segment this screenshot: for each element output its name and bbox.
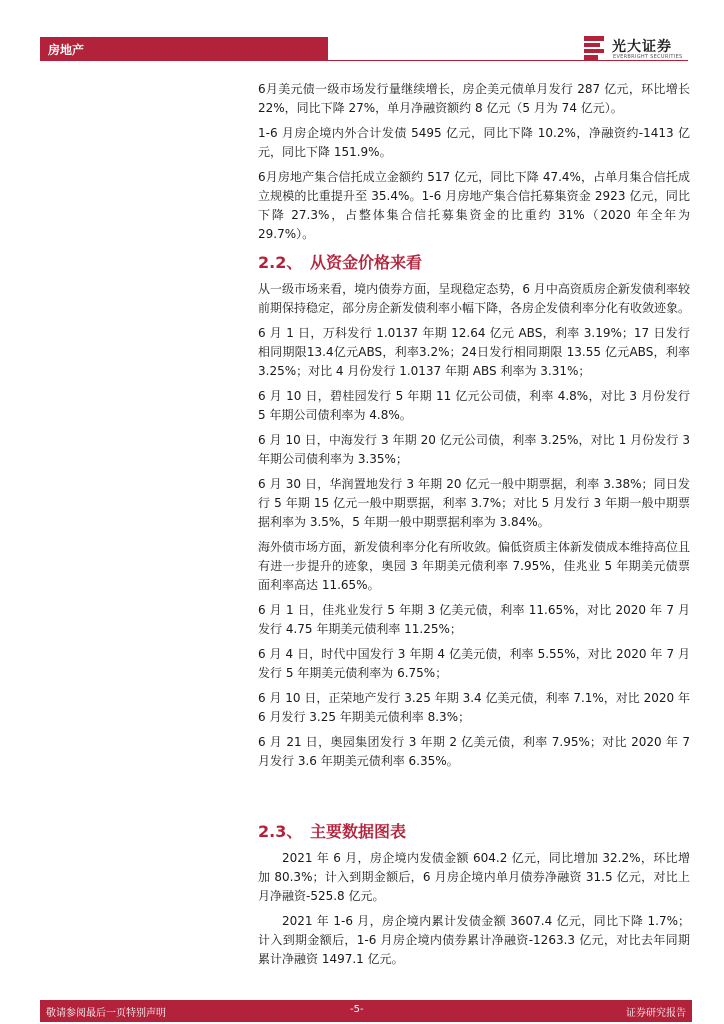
logo-text-cn: 光大证券 xyxy=(612,39,672,55)
paragraph-primary-market: 从一级市场来看，境内债券方面，呈现稳定态势，6 月中高资质房企新发债利率较前期保持稳定，部分房企新发债利率小幅下降，各房企发债利率分化有收敛迹象。 xyxy=(258,282,691,315)
section-number: 2.3、 xyxy=(258,822,303,841)
everbright-logo-icon xyxy=(582,34,608,62)
paragraph-june-data: 2021 年 6 月，房企境内发债金额 604.2 亿元，同比增加 32.2%，环比增加 80.3%；计入到期金额后，6 月房企境内单月债券净融资 31.5 亿元，对比上月净融资-525.8 亿元。 xyxy=(258,851,690,903)
section-title: 主要数据图表 xyxy=(310,822,407,841)
section-heading-2-2 xyxy=(258,250,690,272)
paragraph-vanke: 6 月 1 日，万科发行 1.0137 年期 12.64 亿元 ABS，利率 3.19%；17 日发行相同期限13.4亿元ABS，利率3.2%；24日发行相同期限 13.55 亿元ABS，利率3.25%；对比 4 月份发行 1.0137 年期 ABS 利率为 3.31%； xyxy=(258,326,690,378)
section-heading-2-3 xyxy=(258,819,690,841)
footer-bar xyxy=(40,1000,692,1022)
section-number: 2.2、 xyxy=(258,253,303,272)
logo-text-en: EVERBRIGHT SECURITIES xyxy=(613,54,683,60)
paragraph-trust-financing: 6月房地产集合信托成立金额约 517 亿元，同比下降 47.4%，占单月集合信托成立规模的比重提升至 35.4%。1-6 月房地产集合信托募集资金 2923 亿元，同比下降 27.3%，占整体集合信托募集资金的比重约 31%（2020 年全年为 29.7%）。 xyxy=(258,170,690,241)
paragraph-aoyuan: 6 月 21 日，奥园集团发行 3 年期 2 亿美元债，利率 7.95%；对比 2020 年 7 月发行 3.6 年期美元债利率 6.35%。 xyxy=(258,735,690,768)
paragraph-coli: 6 月 10 日，中海发行 3 年期 20 亿元公司债，利率 3.25%，对比 1 月份发行 3 年期公司债利率为 3.35%； xyxy=(258,433,690,466)
paragraph-kaisa: 6 月 1 日，佳兆业发行 5 年期 3 亿美元债，利率 11.65%，对比 2020 年 7 月发行 4.75 年期美元债利率 11.25%； xyxy=(258,603,690,636)
paragraph-h1-total-issuance: 1-6 月房企境内外合计发债 5495 亿元，同比下降 10.2%，净融资约-1413 亿元，同比下降 151.9%。 xyxy=(258,126,690,159)
paragraph-usd-bond-issuance: 6月美元债一级市场发行量继续增长，房企美元债单月发行 287 亿元，环比增长 22%，同比下降 27%，单月净融资额约 8 亿元（5 月为 74 亿元）。 xyxy=(258,82,690,115)
paragraph-times-china: 6 月 4 日，时代中国发行 3 年期 4 亿美元债，利率 5.55%，对比 2020 年 7 月发行 5 年期美元债利率为 6.75%； xyxy=(258,647,690,680)
spacer xyxy=(258,777,690,813)
section-title: 从资金价格来看 xyxy=(310,253,423,272)
paragraph-zhenro: 6 月 10 日，正荣地产发行 3.25 年期 3.4 亿美元债，利率 7.1%，对比 2020 年 6 月发行 3.25 年期美元债利率 8.3%； xyxy=(258,691,690,724)
paragraph-country-garden: 6 月 10 日，碧桂园发行 5 年期 11 亿元公司债，利率 4.8%，对比 3 月份发行 5 年期公司债利率为 4.8%。 xyxy=(258,389,690,422)
report-body xyxy=(258,80,690,975)
paragraph-cr-land: 6 月 30 日，华润置地发行 3 年期 20 亿元一般中期票据，利率 3.38%；同日发行 5 年期 15 亿元一般中期票据，利率 3.7%；对比 5 月发行 3 年期一般中期票据利率为 3.5%，5 年期一般中期票据利率为 3.84%。 xyxy=(258,477,690,529)
header-section-bar xyxy=(40,37,328,61)
footer-disclaimer: 敬请参阅最后一页特别声明 xyxy=(46,1008,166,1019)
page-number: -5- xyxy=(350,1004,364,1015)
brand-logo xyxy=(582,34,692,64)
paragraph-h1-data: 2021 年 1-6 月，房企境内累计发债金额 3607.4 亿元，同比下降 1.7%；计入到期金额后，1-6 月房企境内债券累计净融资-1263.3 亿元，对比去年同期累计净融资 1497.1 亿元。 xyxy=(258,914,690,966)
section-tag: 房地产 xyxy=(48,43,85,57)
report-type: 证券研究报告 xyxy=(626,1008,686,1019)
paragraph-offshore-market: 海外债市场方面，新发债利率分化有所收敛。偏低资质主体新发债成本维持高位且有进一步提升的迹象，奥园 3 年期美元债利率 7.95%，佳兆业 5 年期美元债票面利率高达 11.65%。 xyxy=(258,540,691,592)
